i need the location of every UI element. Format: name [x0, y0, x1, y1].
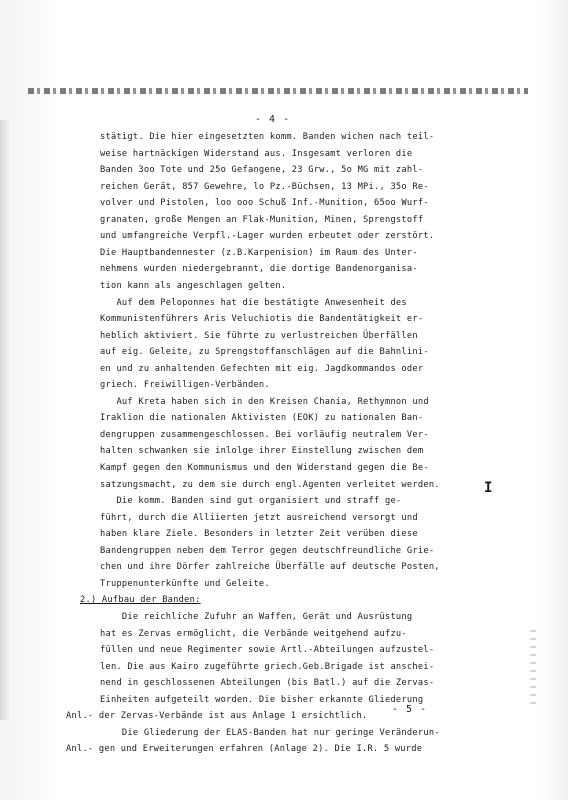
text-line: nehmens wurden niedergebrannt, die dortige Bandenorganisa- [100, 264, 418, 275]
text-line: Auf Kreta haben sich in den Kreisen Chania, Rethymnon und [100, 396, 429, 407]
text-line: en und zu anhaltenden Gefechten mit eig. Jagdkommandos oder [100, 363, 424, 374]
text-line: halten schwanken sie inlolge ihrer Einstellung zwischen dem [100, 446, 424, 457]
text-line: Bandengruppen neben dem Terror gegen deutschfreundliche Grie- [100, 545, 435, 556]
text-line: Die reichliche Zufuhr an Waffen, Gerät und Ausrüstung [100, 611, 413, 622]
text-line: griech. Freiwilligen-Verbänden. [100, 380, 270, 391]
text-line: Truppenunterkünfte und Geleite. [100, 578, 270, 589]
text-line: Kommunistenführers Aris Veluchiotis die Bandentätigkeit er- [100, 314, 424, 325]
text-line: Banden 3oo Tote und 25o Gefangene, 23 Grw., 5o MG mit zahl- [100, 165, 424, 176]
text-line: Einheiten aufgeteilt worden. Die bisher erkannte Gliederung [100, 694, 424, 705]
text-line: dengruppen zusammengeschlossen. Bei vorläufig neutralem Ver- [100, 429, 429, 440]
page-shadow-edge [0, 120, 10, 720]
text-line: volver und Pistolen, loo ooo Schuß Inf.-Munition, 65oo Wurf- [100, 198, 429, 209]
text-line: Die Gliederung der ELAS-Banden hat nur geringe Veränderun- [100, 727, 440, 738]
page-number: - 4 - [255, 114, 291, 125]
text-line: chen und ihre Dörfer zahlreiche Überfälle auf deutsche Posten, [100, 562, 440, 573]
text-line: nend in geschlossenen Abteilungen (bis Batl.) auf die Zervas- [100, 678, 435, 689]
header-dotted-rule [28, 88, 528, 94]
text-line: satzungsmacht, zu dem sie durch engl.Agenten verleitet werden. [100, 479, 440, 490]
next-page-number: - 5 - [392, 704, 428, 715]
text-line: Auf dem Peloponnes hat die bestätigte Anwesenheit des [100, 297, 407, 308]
text-line: füllen und neue Regimenter sowie Artl.-Abteilungen aufzustel- [100, 645, 435, 656]
margin-mark: I [484, 480, 493, 496]
text-line: Die Hauptbandennester (z.B.Karpenision) im Raum des Unter- [100, 247, 418, 258]
text-line: Die komm. Banden sind gut organisiert und straff ge- [100, 496, 402, 507]
text-line: granaten, große Mengen an Flak-Munition, Minen, Sprengstoff [100, 214, 424, 225]
margin-dots [530, 630, 536, 710]
text-line: hat es Zervas ermöglicht, die Verbände weitgehend aufzu- [100, 628, 407, 639]
text-line: Kampf gegen den Kommunismus und den Widerstand gegen die Be- [100, 463, 429, 473]
section-heading: 2.) Aufbau der Banden: [80, 595, 201, 606]
text-line: reichen Gerät, 857 Gewehre, lo Pz.-Büchsen, 13 MPi., 35o Re- [100, 181, 429, 192]
text-line: auf eig. Geleite, zu Sprengstoffanschlägen auf die Bahnlini- [100, 347, 429, 358]
text-line: stätigt. Die hier eingesetzten komm. Banden wichen nach teil- [100, 132, 435, 142]
text-line: heblich aktiviert. Sie führte zu verlustreichen Überfällen [100, 330, 418, 341]
text-line: haben klare Ziele. Besonders in letzter Zeit verüben diese [100, 529, 418, 540]
text-line: len. Die aus Kairo zugeführte griech.Geb.Brigade ist anschei- [100, 661, 435, 672]
text-line: Iraklion die nationalen Aktivisten (EOK) zu nationalen Ban- [100, 413, 424, 424]
text-line: tion kann als angeschlagen gelten. [100, 280, 287, 291]
text-line: Anl.- gen und Erweiterungen erfahren (Anlage 2). Die I.R. 5 wurde [66, 744, 423, 755]
text-line: und umfangreiche Verpfl.-Lager wurden erbeutet oder zerstört. [100, 231, 435, 242]
text-line: Anl.- der Zervas-Verbände ist aus Anlage 1 ersichtlich. [66, 711, 368, 722]
text-line: führt, durch die Alliierten jetzt ausreichend versorgt und [100, 512, 418, 523]
text-line: weise hartnäckigen Widerstand aus. Insgesamt verloren die [100, 148, 413, 159]
